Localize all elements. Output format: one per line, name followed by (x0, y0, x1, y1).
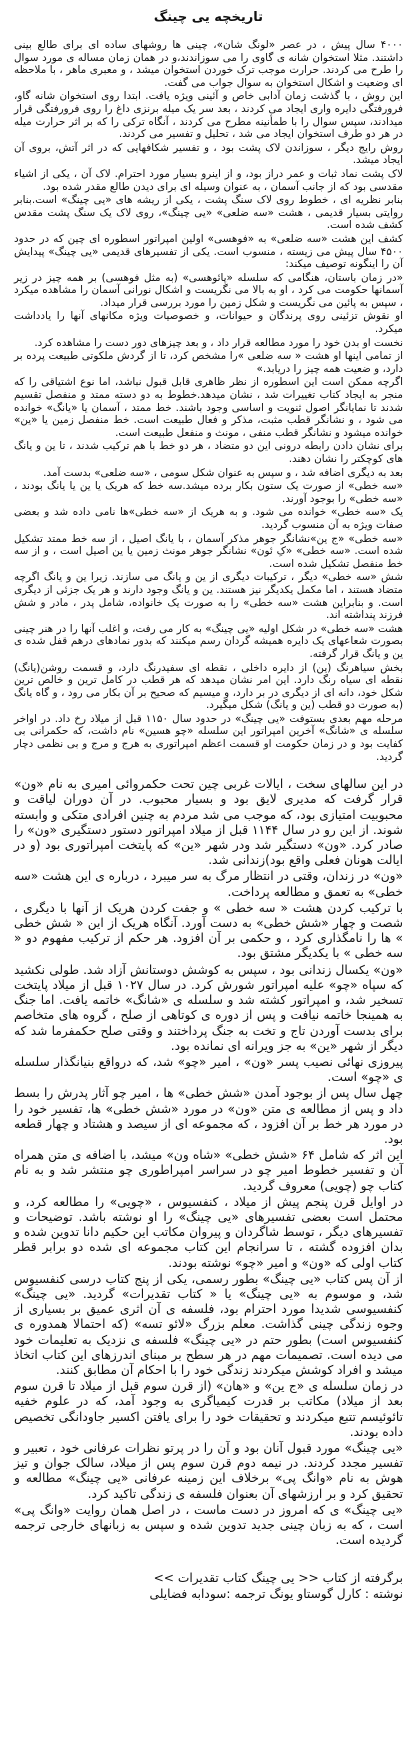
paragraph: هشت «سه خطی» در شکل اولیه «یی چینگ» به کار می رفت، و اغلب آنها را در هنر چینی بصورت شعاعهای یک دایره همیشه گردان رسم میکنند که بدور نمادهای درهم قفل شده ی ین و یانگ قرار گرفته. (14, 622, 403, 660)
paragraph: در این سالهای سخت ، ایالات غربی چین تحت حکمروائی امیری به نام «ون» قرار گرفت که مدیری لایق بود و بسیار محبوب. در آن دوران لیاقت و محبوبیت امتیازی بود، که موجب می شد مردم به چنین افرادی متکی و وابسته شوند. از این رو در سال ۱۱۴۴ قبل از میلاد امپراتور دستور دستگیری «ون» را صادر کرد. «ون» دستگیر شد ودر شهر «ین» که پایتخت امپراتوری بود (و در ایالت هونان فعلی واقع بود)زندانی شد. (14, 777, 403, 868)
section-small-text (14, 39, 403, 763)
paragraph: او نقوش تزئینی روی پرندگان و حیوانات، و خصوصیات ویژه مکانهای آنها را یادداشت میکرد. (14, 310, 403, 336)
paragraph: از آن پس کتاب «یی چینگ» بطور رسمی، یکی از پنج کتاب درسی کنفسیوس شد، و موسوم به «یی چینگ» یا « کتاب تقدیرات» گردید. «یی چینگ» کنفسیوسی شدیدا مورد احترام بود، فلسفه ی آن اثری عمیق بر بسیاری از وجوه زندگی چینی گذاشت. معلم بزرگ «لائو تسه» (که احتمالا همدوره ی کنفسیوس است) بطور حتم در «یی چینگ» فلسفه ی نزدیک به تعلیمات خود می دیده است. تصمیمات مهم در هر سطح بر مبنای اندرزهای این کتاب اتخاذ میشد و افراد کوشش میکردند زندگی خود را با احکام آن مطابق کنند. (14, 1271, 403, 1377)
paragraph: در اوایل قرن پنجم پیش از میلاد ، کنفسیوس ، «چویی» را مطالعه کرد، و محتمل است بعضی تفسیرهای «یی چینگ» را او نوشته باشد. توضیحات و تفسیرهای دیگر ، توسط شاگردان و پیروان مکاتب این حکیم دانا تدوین شده و بدان افزوده گشته ، تا سرانجام این کتاب مجموعه ای شده دو برابر قطر کتاب اولی که «ون» و امیر «چو» نوشته بودند. (14, 1194, 403, 1270)
source-line: برگرفته از کتاب << یی چینگ کتاب تقدیرات >> (153, 1571, 403, 1586)
page-title: تاریخچه یی چینگ (153, 10, 264, 25)
section-large-text (14, 777, 403, 1548)
paragraph: «ون» در زندان، وقتی در انتظار مرگ به سر میبرد ، درباره ی این هشت «سه خطی» به تعمق و مطالعه پرداخت. (14, 869, 403, 899)
paragraph: «سه خطی» «ج ین»نشانگر جوهر مذکر آسمان ، با یانگ اصیل ، از سه خط ممتد تشکیل شده است. «سه خطی» «کِ ئون» نشانگر جوهر مونث زمین یا ین اصیل است ، و از سه خط منفصل تشکیل شده است. (14, 532, 403, 570)
paragraph: یک «سه خطی» خوانده می شود. و به هریک از «سه خطی»ها نامی داده شد و بعضی صفات ویژه به آن منسوب گردید. (14, 506, 403, 531)
paragraph: برای نشان دادن رابطه درونی این دو متضاد ، هر دو خط با هم ترکیب شدند ، تا ین و یانگ های کوچکتر را نشان دهند. (14, 440, 403, 465)
paragraph: این روش ، با گذشت زمان آدابی خاص و آئینی ویژه یافت. ابتدا روی استخوان شانه گاو، فرورفتگی دایره واری ایجاد می کردند ، بعد سر یک میله برنزی داغ را روی فرورفتگی قرار میدادند، سپس سوال را با طمأنینه مطرح می کردند ، آنگاه ترکی را که بر اثر حرارت میله در هر دو طرف استخوان ایجاد می شد ، تحلیل و تفسیر می کردند. (14, 90, 403, 141)
paragraph: «یی چینگ» ی که امروز در دست ماست ، در اصل همان روایت «وانگ پی» است ، که به زبان چینی جدید تدوین شده و سپس به زبانهای خارجی ترجمه گردیده است. (14, 1502, 403, 1548)
paragraph: این اثر که شامل ۶۴ «شش خطی» «شاه ون» میشد، با اضافه ی متن همراه آن و تفسیر خطوط امیر چو در سراسر امپراطوری چو منتشر شد و به نام کتاب چو (چویی) معروف گردید. (14, 1148, 404, 1193)
paragraph: «در زمان باستان، هنگامی که سلسله «پائوهسی» (به مثل فوهسی) بر همه چیز در زیر آسمانها حکومت می کرد ، او به بالا می نگریست و اشکال نورانی آسمان را مشاهده میکرد ، سپس به پائین می نگریست و شکل زمین را مورد بررسی قرار میداد. (14, 271, 403, 309)
paragraph: کشف این هشت «سه ضلعی» به «فوهسی» اولین امپراتور اسطوره ای چین که در حدود ۴۵۰۰ سال پیش می زیسته ، منسوب است. یکی از تفسیرهای قدیمی «یی چینگ» پیدایش آن را اینگونه توصیف میکند: (14, 232, 403, 271)
paragraph: بخش سیاهرنگ (ین) از دایره داخلی ، نقطه ای سفیدرنگ دارد، و قسمت روشن(یانگ) نقطه ای سیاه رنگ دارد. این امر نشان میدهد که هر قطب در کامل ترین و خالص ترین شکل خود، دانه ای از دیگری در بر دارد، و میسیم که صحیح بر آن بکار می رود ، و گاه یانگ (به صورت دو قطب (ین و یانگ) شکل میگیرد. (14, 661, 403, 712)
paragraph: بنابر نظریه ای ، خطوط روی لاک سنگ پشت ، یکی از ریشه های «یی چینگ» است.بنابر روایتی بسیار قدیمی ، هشت «سه ضلعی» «یی چینگ»، روی لاک یک سنگ پشت مقدس کشف شده است. (14, 194, 403, 232)
paragraph: نخست او بدن خود را مورد مطالعه قرار داد ، و بعد چیزهای دور دست را مشاهده کرد. (34, 336, 403, 349)
paragraph: اگرچه ممکن است این اسطوره از نظر ظاهری قابل قبول نباشد، اما نوع اشتیاقی را که منجر به ایجاد کتاب تغییرات شد ، نشان میدهد.خطوط به دو دسته ممتد و منفصل تقسیم شدند تا نمایانگر اصول ثنویت و اساسی وجود باشند. خط ممتد ، آسمان یا «یانگ» خوانده می شود ، و نشانگر قطب مثبت، مذکر و فعال طبیعت است. خط منفصل زمین یا «ین» خوانده میشود و نشانگر قطب منفی ، مونث و منفعل طبیعت است. (14, 376, 403, 439)
paragraph: پیروزی نهائی نصیب پسر «ون» ، امیر «چو» شد، که درواقع بنیانگذار سلسله ی «چو» است. (14, 1054, 403, 1085)
paragraph: بعد به دیگری اضافه شد ، و سپس به عنوان شکل سومی ، «سه ضلعی» بدست آمد. (43, 466, 403, 479)
paragraph: با ترکیب کردن هشت « سه خطی » و جفت کردن هریک از آنها با دیگری ، شصت و چهار «شش خطی» به دست آورد. آنگاه هریک از این « شش خطی » ها را نامگذاری کرد ، و حکمی بر آن افزود. هر حکم از ترکیب مفهوم دو « سه خطی » با یکدیگر مشتق بود. (14, 900, 403, 961)
paragraph: روش رایج دیگر ، سوزاندن لاک پشت بود ، و تفسیر شکافهایی که در اثر آتش، بروی آن ایجاد میشد. (14, 141, 403, 167)
credits (14, 1570, 403, 1602)
paragraph: لاک پشت نماد ثبات و عمر دراز بود، و از اینرو بسیار مورد احترام. لاک آن ، یکی از اشیاء مقدسی بود که از جانب آسمان ، به عنوان وسیله ای برای دیدن طالع مقدر شده بود. (14, 167, 403, 193)
paragraph: چهل سال پس از بوجود آمدن «شش خطی» ها ، امیر چو آثار پدرش را بسط داد و پس از مطالعه ی متن «ون» در مورد «شش خطی» ها، تفسیر خود را در مورد هر خط بر آن افزود ، که مجموعه ای از سیصد و هشتاد و چهار قطعه بود. (14, 1086, 403, 1146)
paragraph: «ون» یکسال زندانی بود ، سپس به کوشش دوستانش آزاد شد. طولی نکشید که سپاه «چو» علیه امپراتور شورش کرد. در سال ۱۰۲۷ قبل از میلاد پایتخت تسخیر شد، و امپراتور کشته شد و سلسله ی «شانگ» خاتمه یافت. اما جنگ به همینجا خاتمه نیافت و پس از دوره ی کوتاهی از صلح ، گروه های متخاصم برای بدست آوردن تاج و تخت به جنگ پرداختند و وقتی صلح حکمفرما شد که دیگر از شهر «ین» به جز ویرانه ای نمانده بود. (14, 962, 404, 1053)
paragraph: در زمان سلسله ی «ج ین» و «هان» (از قرن سوم قبل از میلاد تا قرن سوم بعد از میلاد) مکاتب بر قدرت کیمیاگری به وجود آمد، که در علوم خفیه تائوئیسم تتبع میکردند و تحقیقات خود را برای یافتن اکسیر جاودانگی تخصیص داده بودند. (14, 1379, 403, 1439)
paragraph: شش «سه خطی» دیگر ، ترکیبات دیگری از ین و یانگ می سازند. زیرا ین و یانگ اگرچه متضاد هستند ، اما مکمل یکدیگر نیز هستند. ین و یانگ وجود دارند و هر یک جزئی از دیگری است. و بنابراین هشت «سه خطی» را به صورت یک خانواده، شامل پدر ، مادر و شش فرزند پنداشته اند. (14, 571, 403, 622)
paragraph: «سه خطی» از صورت یک ستون بکار برده میشد.سه خط که هریک یا ین یا یانگ بودند ، «سه خطی» را بوجود آورند. (14, 480, 403, 505)
paragraph: ۴۰۰۰ سال پیش ، در عصر «لونگ شان»، چینی ها روشهای ساده ای برای طالع بینی داشتند. مثلا استخوان شانه ی گاوی را می سوزاندند،و در همان زمان مساله ی مورد سوال را طرح می کردند. حرارت موجب ترک خوردن استخوان میشد ، و معبری ماهر ، با ملاحظه ای وضعیت و اشکال استخوان به سوال جواب می گفت. (14, 39, 403, 89)
author-translator-line: نوشته : کارل گوستاو یونگ ترجمه :سودابه فضایلی (149, 1587, 403, 1602)
paragraph: از تمامی اینها او هشت « سه ضلعی »را مشخص کرد، تا از گردش ملکوتی طبیعت پرده بر دارد، و ضعیت همه چیز را دریابد.» (14, 350, 403, 375)
paragraph: «یی چینگ» مورد قبول آنان بود و آن را در پرتو نظرات عرفانی خود ، تعبیر و تفسیر مجدد کردند. در نیمه دوم قرن سوم پس از میلاد، سالک جوان و تیز هوش به نام «وانگ پی» برخلاف این زمینه عرفانی «یی چینگ» مطالعه و تحقیق کرد و بر ارزشهای آن بعنوان فلسفه ی زندگی تاکید کرد. (14, 1440, 403, 1501)
paragraph: مرحله مهم بعدی بستوفت «یی چینگ» در حدود سال ۱۱۵۰ قبل از میلاد رخ داد. در اواخر سلسله ی «شانگ» آخرین امپراتور این سلسله «چو هسین» نام داشت، که حکمرانی بی کفایت بود و در زمان حکومت او قسمت اعظم امپراتوری به هرج و مرج و بی نظمی دچار گردید. (14, 712, 403, 763)
